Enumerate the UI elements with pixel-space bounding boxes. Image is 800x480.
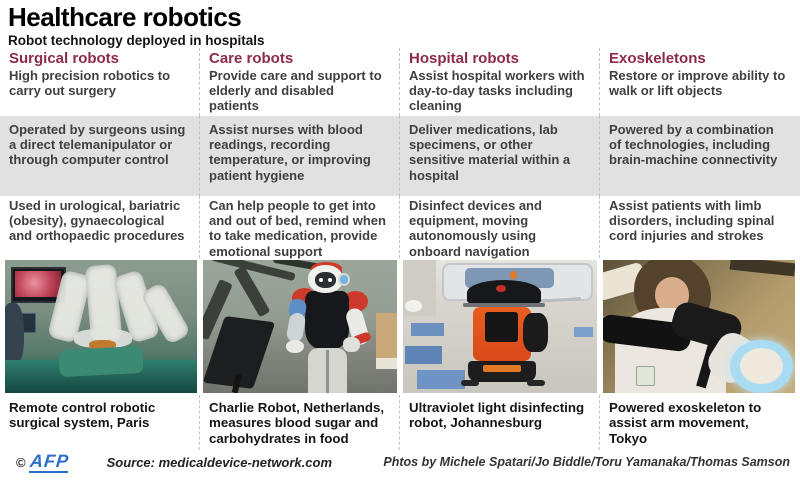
page-subtitle: Robot technology deployed in hospitals bbox=[8, 33, 265, 49]
footer bbox=[0, 450, 800, 480]
photo-cell-care bbox=[200, 258, 400, 395]
robot-side-pouch bbox=[523, 313, 548, 352]
source-credit: Source: medicaldevice-network.com bbox=[106, 454, 333, 470]
hospital-robots-desc-1: Assist hospital workers with day-to-day tasks including cleaning bbox=[400, 66, 600, 116]
robot-leg-gap bbox=[326, 350, 329, 393]
photo-exoskeleton bbox=[603, 260, 795, 393]
robot-hand-right bbox=[343, 337, 360, 352]
column-header-surgical-robots: Surgical robots bbox=[0, 48, 200, 66]
caption-hospital: Ultraviolet light disinfecting robot, Johannesburg bbox=[400, 395, 600, 450]
robot-ear-speaker bbox=[338, 273, 351, 286]
care-robots-desc-1: Provide care and support to elderly and disabled patients bbox=[200, 66, 400, 116]
caption-exoskeleton: Powered exoskeleton to assist arm movement, Tokyo bbox=[609, 400, 762, 446]
toilet-fixture bbox=[405, 300, 422, 312]
photo-cell-exoskeleton bbox=[600, 258, 800, 395]
afp-logo: AFP bbox=[28, 450, 70, 471]
photo-uv-robot bbox=[403, 260, 597, 393]
robot-hand-left bbox=[286, 340, 303, 353]
exoskeletons-desc-2: Powered by a combination of technologies, including brain-machine connectivity bbox=[600, 116, 800, 196]
robot-face bbox=[315, 272, 336, 288]
surgical-robots-desc-3: Used in urological, bariatric (obesity), gynaecological and orthopaedic procedures bbox=[0, 196, 200, 258]
caption-surgical: Remote control robotic surgical system, Paris bbox=[0, 395, 200, 450]
care-robots-desc-2: Assist nurses with blood readings, recording temperature, or improving patient hygiene bbox=[200, 116, 400, 196]
column-header-hospital-robots: Hospital robots bbox=[400, 48, 600, 66]
room-baseboard bbox=[376, 358, 397, 369]
column-header-exoskeletons: Exoskeletons bbox=[609, 50, 706, 67]
exoskeletons-desc-1: Restore or improve ability to walk or lift objects bbox=[609, 68, 786, 99]
robot-dome-lid bbox=[467, 280, 541, 305]
id-badge bbox=[636, 366, 655, 386]
ceiling-beam bbox=[729, 260, 795, 277]
robot-comparison-grid bbox=[0, 48, 800, 450]
surgical-drape-fold bbox=[58, 346, 144, 377]
photo-surgical-robot bbox=[5, 260, 197, 393]
blue-floor-mat bbox=[574, 327, 593, 338]
masthead bbox=[0, 0, 800, 48]
robot-wheel bbox=[461, 380, 478, 387]
robot-wheel bbox=[527, 380, 544, 387]
caption-care: Charlie Robot, Netherlands, measures blood sugar and carbohydrates in food bbox=[200, 395, 400, 450]
blue-floor-mat bbox=[405, 346, 442, 363]
care-robots-desc-3: Can help people to get into and out of bed, remind when to take medication, provide emotional support bbox=[200, 196, 400, 258]
blue-floor-mat bbox=[411, 323, 444, 336]
photo-cell-surgical bbox=[0, 258, 200, 395]
hospital-robots-desc-3: Disinfect devices and equipment, moving autonomously using onboard navigation bbox=[400, 196, 600, 258]
photo-credits: Phtos by Michele Spatari/Jo Biddle/Toru Yamanaka/Thomas Samson bbox=[383, 455, 790, 469]
bed-control-light bbox=[510, 271, 518, 279]
robot-eye bbox=[328, 278, 332, 282]
blue-floor-mat bbox=[417, 370, 466, 389]
hospital-robots-desc-2: Deliver medications, lab specimens, or other sensitive material within a hospital bbox=[400, 116, 600, 196]
robot-forearm-left bbox=[286, 312, 307, 344]
copyright-icon: © bbox=[16, 454, 26, 470]
exoskeletons-desc-3: Assist patients with limb disorders, including spinal cord injuries and strokes bbox=[609, 198, 775, 244]
column-header-care-robots: Care robots bbox=[200, 48, 400, 66]
photo-care-robot bbox=[203, 260, 397, 393]
surgery-monitor-screen bbox=[15, 271, 61, 298]
surgical-robots-desc-1: High precision robotics to carry out surgery bbox=[0, 66, 200, 116]
surgeon-silhouette bbox=[5, 303, 24, 367]
photo-cell-hospital bbox=[400, 258, 600, 395]
exoskeleton-palm-disc bbox=[740, 348, 782, 384]
robot-tray bbox=[463, 303, 544, 307]
robot-front-panel bbox=[485, 312, 518, 343]
robot-indicator-light bbox=[496, 285, 506, 292]
robot-eye bbox=[319, 278, 323, 282]
page-title: Healthcare robotics bbox=[8, 2, 242, 32]
surgical-robots-desc-2: Operated by surgeons using a direct telemanipulator or through computer control bbox=[0, 116, 200, 196]
robot-base-label bbox=[483, 365, 522, 372]
